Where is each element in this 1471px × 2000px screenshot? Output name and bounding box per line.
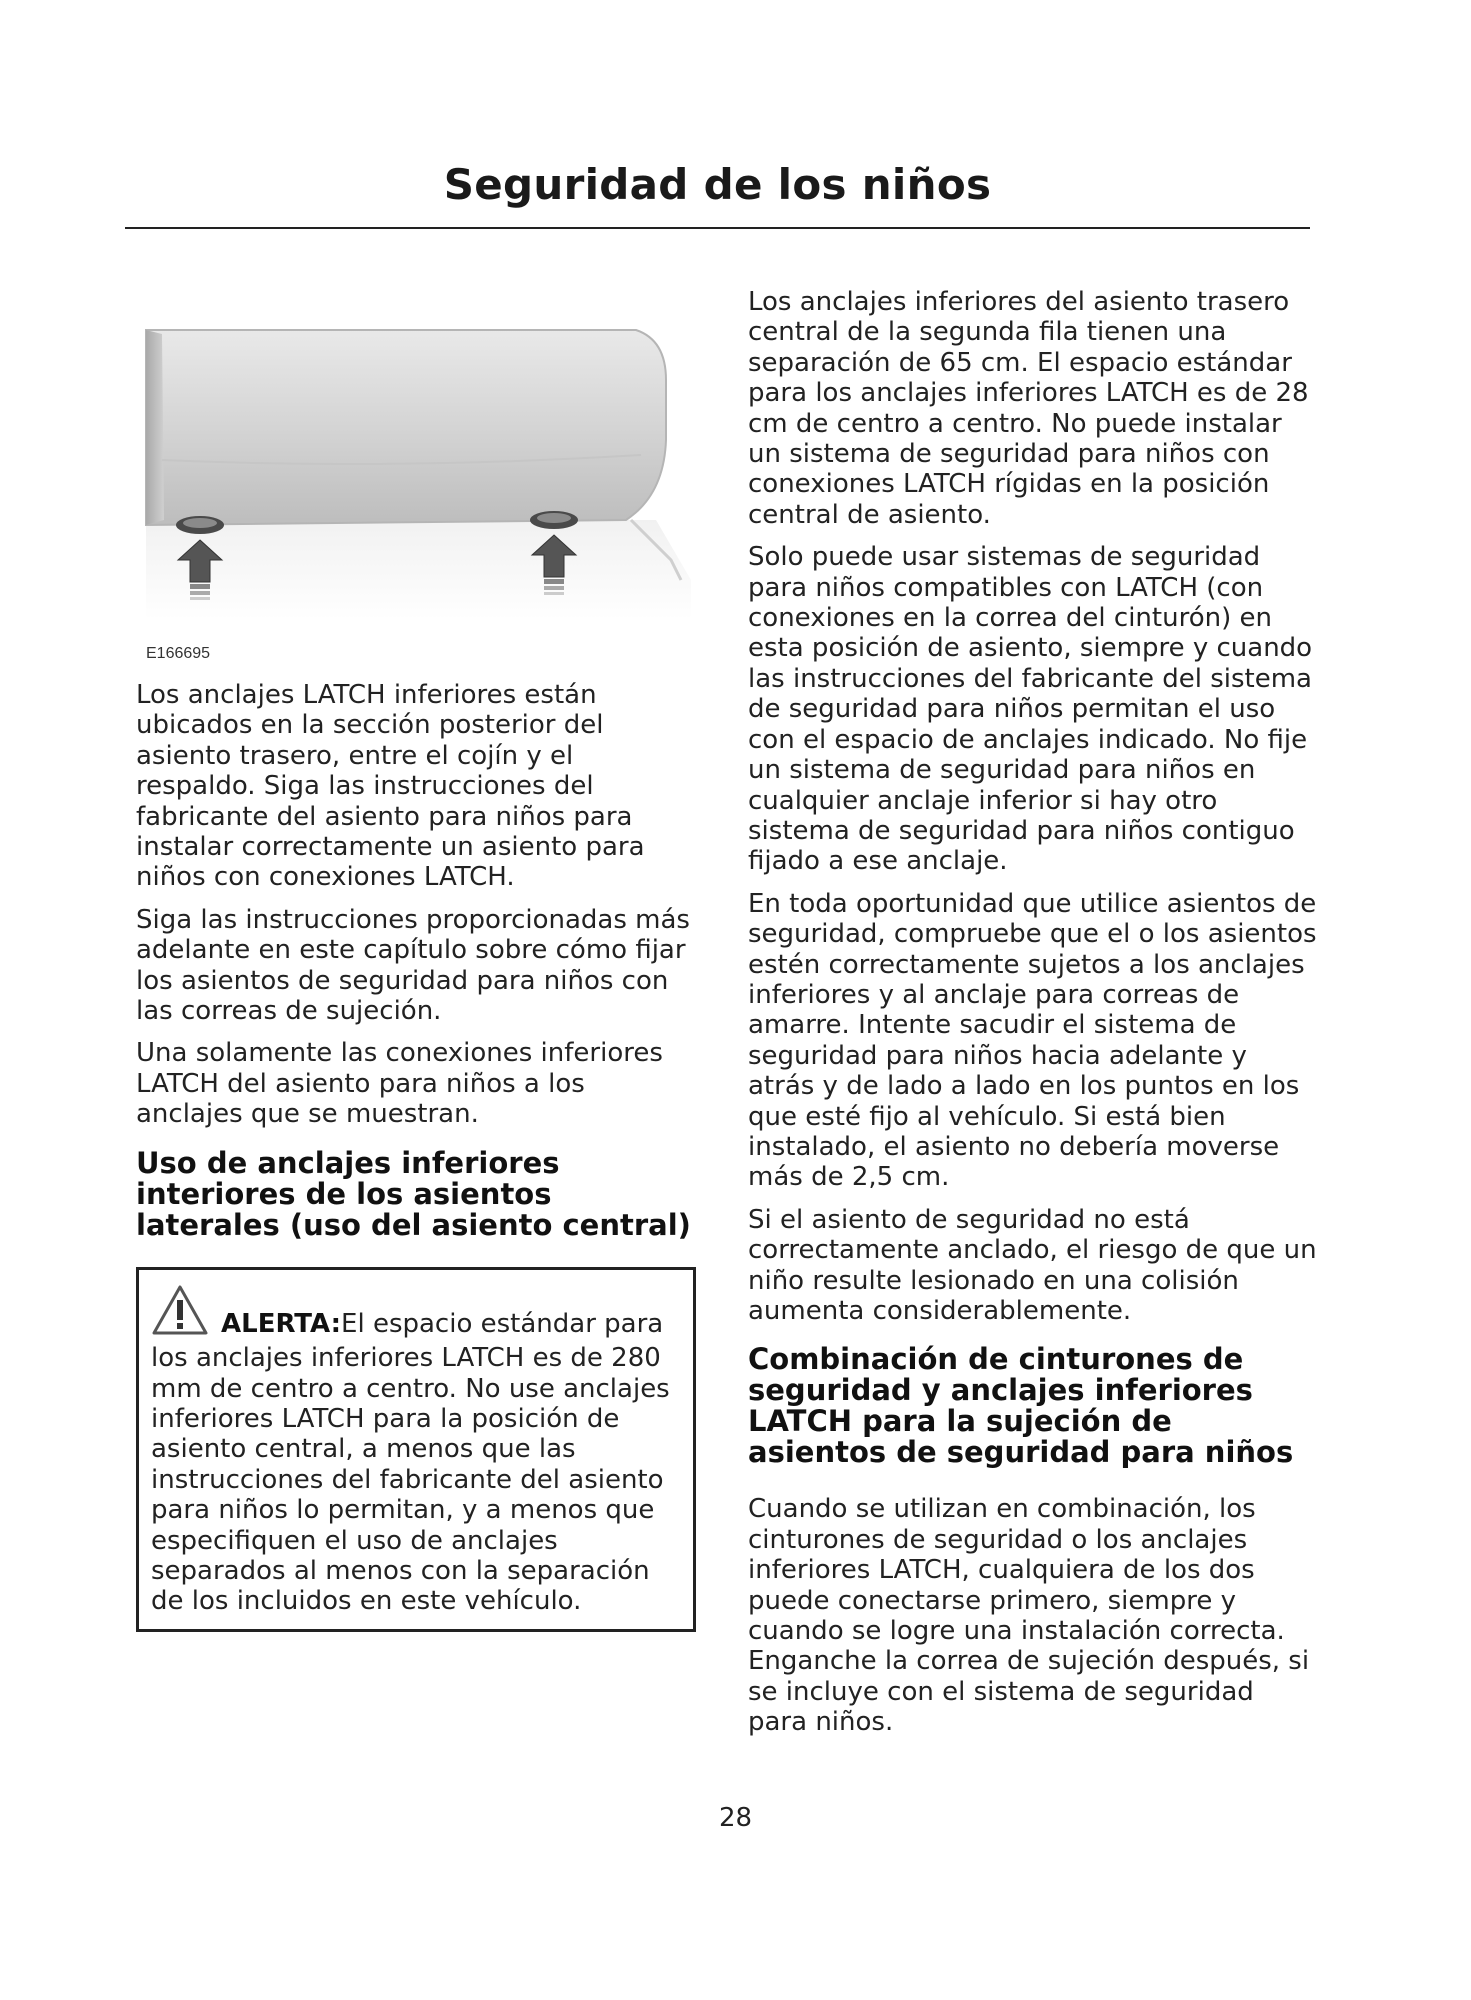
right-paragraph-4: Si el asiento de seguridad no está correctamente anclado, el riesgo de que un niño resulte lesionado en una colisión aumenta considerablemente.	[748, 1204, 1317, 1326]
alert-box	[136, 1267, 696, 1632]
page-title: Seguridad de los niños	[443, 160, 992, 209]
right-column	[748, 287, 1318, 1750]
left-paragraph-3: Una solamente las conexiones inferiores LATCH del asiento para niños a los anclajes que se muestran.	[136, 1038, 663, 1130]
seat-cushion	[146, 520, 691, 620]
left-column	[136, 320, 696, 1632]
right-paragraph-1: Los anclajes inferiores del asiento trasero central de la segunda fila tienen una separación de 65 cm. El espacio estándar para los anclajes inferiores LATCH es de 28 cm de centro a centro. No puede instalar un sistema de seguridad para niños con conexiones LATCH rígidas en la posición central de asiento.	[748, 287, 1309, 530]
seat-back	[146, 330, 666, 525]
latch-anchor-figure	[136, 320, 696, 680]
left-paragraph-1: Los anclajes LATCH inferiores están ubicados en la sección posterior del asiento trasero, entre el cojín y el respaldo. Siga las instrucciones del fabricante del asiento para niños para instalar correctamente un asiento para niños con conexiones LATCH.	[136, 680, 645, 893]
section-heading-combination: Combinación de cinturones de seguridad y anclajes inferiores LATCH para la sujeción de asientos de seguridad para niños	[748, 1342, 1294, 1470]
section-heading-outboard-anchors: Uso de anclajes inferiores interiores de los asientos laterales (uso del asiento central)	[136, 1145, 691, 1242]
rear-seat-illustration	[136, 320, 696, 620]
alert-text: El espacio estándar para los anclajes inferiores LATCH es de 280 mm de centro a centro. No use anclajes inferiores LATCH para la posición de asiento central, a menos que las instrucciones del fabricante del asiento para niños lo permitan, y a menos que especifiquen el uso de anclajes separados al menos con la separación de los incluidos en este vehículo.	[151, 1308, 670, 1617]
alert-text-block	[151, 1284, 681, 1617]
warning-triangle-icon	[151, 1284, 209, 1343]
page-number: 28	[718, 1803, 753, 1833]
right-paragraph-5: Cuando se utilizan en combinación, los cinturones de seguridad o los anclajes inferiores LATCH, cualquiera de los dos puede conectarse primero, siempre y cuando se logre una instalación correcta. Enganche la correa de sujeción después, si se incluye con el sistema de seguridad para niños.	[748, 1494, 1310, 1738]
left-paragraph-2: Siga las instrucciones proporcionadas más adelante en este capítulo sobre cómo fijar los asientos de seguridad para niños con las correas de sujeción.	[136, 904, 690, 1027]
right-paragraph-2: Solo puede usar sistemas de seguridad para niños compatibles con LATCH (con conexiones en la correa del cinturón) en esta posición de asiento, siempre y cuando las instrucciones del fabricante del sistema de seguridad para niños permitan el uso con el espacio de anclajes indicado. No fije un sistema de seguridad para niños en cualquier anclaje inferior si hay otro sistema de seguridad para niños contiguo fijado a ese anclaje.	[748, 542, 1313, 877]
alert-label: ALERTA:	[221, 1308, 342, 1339]
figure-code: E166695	[146, 645, 211, 662]
title-divider	[125, 227, 1310, 229]
right-paragraph-3: En toda oportunidad que utilice asientos de seguridad, compruebe que el o los asientos estén correctamente sujetos a los anclajes inferiores y al anclaje para correas de amarre. Intente sacudir el sistema de seguridad para niños hacia adelante y atrás y de lado a lado en los puntos en los que esté fijo al vehículo. Si está bien instalado, el asiento no debería moverse más de 2,5 cm.	[748, 888, 1317, 1193]
